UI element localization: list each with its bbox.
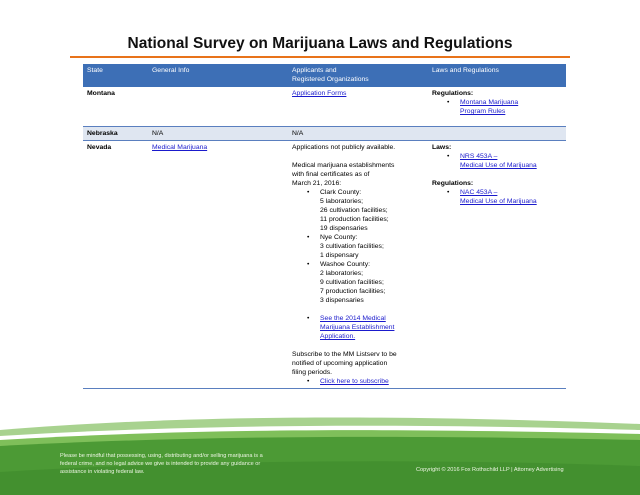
table-row-nebraska [83,127,566,141]
medical-marijuana-link[interactable]: Medical Marijuana [152,144,208,151]
list-item[interactable]: • NAC 453A – Medical Use of Marijuana [460,188,562,206]
applicants-cell: Applications not publicly available. Medical marijuana establishments with final certificates as of March 21, 2016: • Clark County: 5 laboratories; 26 cultivation facilities; 11 production facilities; 19 dispensaries • Nye County: 3 cultivation facilities; 1 dispensary • Washoe County: 2 laboratories; 9 cultivation facilities; 7 production facilities; 3 dispensaries • See the 2014 Medical Marijuana Establishment Application. Subscribe to the MM Listserv to be notified of upcoming application filing periods. • Click here to subscribe [288,141,428,389]
list-item[interactable]: • NRS 453A – Medical Use of Marijuana [460,152,562,170]
nrs-453a-link[interactable]: • NRS 453A – [460,153,498,160]
nac-453a-link[interactable]: • NAC 453A – [460,189,498,196]
laws-table [83,64,566,389]
regulations-list [432,98,562,116]
general-info-cell [148,141,288,389]
applicants-cell: N/A [288,127,428,141]
montana-program-rules-link[interactable]: • Montana Marijuana [460,99,519,106]
header-general-info: General Info [148,64,288,87]
laws-cell [428,127,566,141]
laws-cell [428,87,566,127]
footer-disclaimer: Please be mindful that possessing, using, distributing and/or selling marijuana is a federal crime, and no legal advice we give is intended to provide any guidance or assistance in violating federal law. [60,453,263,475]
state-cell: Nebraska [83,127,148,141]
list-item: • Clark County: 5 laboratories; 26 cultivation facilities; 11 production facilities; 19 dispensaries [320,188,424,233]
subscribe-link[interactable]: • Click here to subscribe [320,378,389,385]
laws-label: Laws: [432,144,452,151]
applicants-cell [288,87,428,127]
table-row-nevada [83,141,566,389]
laws-cell [428,141,566,389]
subscribe-list [292,377,424,386]
laws-list [432,152,562,170]
establishment-application-link[interactable]: • See the 2014 Medical [320,315,386,322]
list-item[interactable]: • Montana Marijuana Program Rules [460,98,562,116]
header-state: State [83,64,148,87]
list-item[interactable] [320,377,424,386]
title-underline [70,56,570,58]
table-row-montana [83,87,566,127]
regulations-list [432,188,562,206]
footer-copyright: Copyright © 2016 Fox Rothschild LLP | Attorney Advertising [416,467,564,473]
list-item: • Nye County: 3 cultivation facilities; 1 dispensary [320,233,424,260]
table-header-row [83,64,566,87]
application-forms-link[interactable]: Application Forms [292,90,347,97]
header-applicants: Applicants and Registered Organizations [288,64,428,87]
state-cell: Montana [83,87,148,127]
county-list [292,188,424,341]
header-laws-regulations: Laws and Regulations [428,64,566,87]
general-info-cell: N/A [148,127,288,141]
page-title: National Survey on Marijuana Laws and Regulations [127,35,513,52]
general-info-cell [148,87,288,127]
list-item: • Washoe County: 2 laboratories; 9 cultivation facilities; 7 production facilities; 3 dispensaries [320,260,424,305]
footer-wave-banner [0,400,640,495]
state-cell: Nevada [83,141,148,389]
regulations-label: Regulations: [432,90,474,97]
list-item[interactable]: • See the 2014 Medical Marijuana Establishment Application. [320,314,424,341]
regulations-label: Regulations: [432,180,474,187]
